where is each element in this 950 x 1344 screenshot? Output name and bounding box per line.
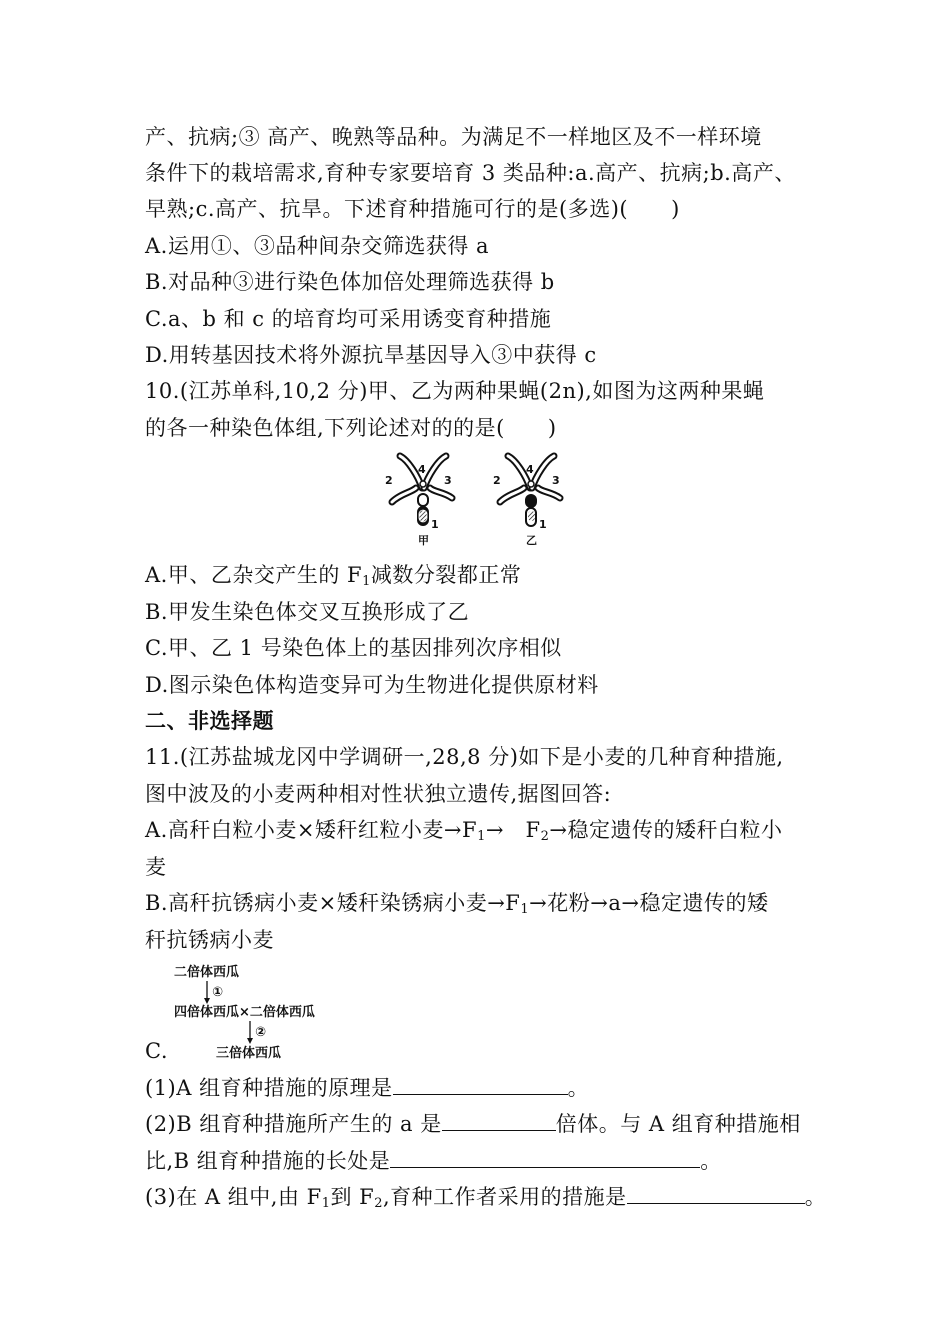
chromosome-label-2: 2 xyxy=(385,474,393,487)
method-b xyxy=(145,888,910,925)
text-segment: A.甲、乙杂交产生的 F xyxy=(145,563,363,587)
text-line: 的各一种染色体组,下列论述对的的是( ) xyxy=(145,416,557,440)
option-d: D.用转基因技术将外源抗旱基因导入③中获得 c xyxy=(145,343,597,367)
sub-question-1 xyxy=(145,1072,910,1103)
option-b: B.对品种③进行染色体加倍处理筛选获得 b xyxy=(145,270,555,294)
text-segment: B.高秆抗锈病小麦×矮秆染锈病小麦→F xyxy=(145,891,521,915)
text-segment: 倍体。与 A 组育种措施相 xyxy=(555,1112,801,1136)
text-segment: 到 F xyxy=(330,1185,375,1209)
text-line: 早熟;c.高产、抗旱。下述育种措施可行的是(多选)( ) xyxy=(145,197,680,221)
text-line: 图中波及的小麦两种相对性状独立遗传,据图回答: xyxy=(145,782,612,806)
subscript: 1 xyxy=(477,829,486,844)
option-a xyxy=(145,560,910,597)
chromosome-set-left xyxy=(385,456,452,547)
chromosome-label-1: 1 xyxy=(539,518,547,531)
answer-blank[interactable] xyxy=(442,1108,556,1131)
figure-caption-right: 乙 xyxy=(526,534,537,547)
answer-blank[interactable] xyxy=(627,1181,805,1204)
subscript: 1 xyxy=(362,574,371,589)
sub-question-3 xyxy=(145,1181,910,1219)
text-segment: (2)B 组育种措施所产生的 a 是 xyxy=(145,1112,442,1136)
text-segment: →花粉→a→稳定遗传的矮 xyxy=(529,891,769,915)
text-line xyxy=(145,1145,910,1176)
text-segment: 比,B 组育种措施的长处是 xyxy=(145,1149,391,1173)
option-c: C.甲、乙 1 号染色体上的基因排列次序相似 xyxy=(145,636,562,660)
chromosome-label-3: 3 xyxy=(444,474,452,487)
question-10: 10.(江苏单科,10,2 分)甲、乙为两种果蝇(2n),如图为这两种果蝇 xyxy=(145,379,765,403)
flow-step-2: 四倍体西瓜×二倍体西瓜 xyxy=(174,1005,315,1020)
answer-blank[interactable] xyxy=(390,1145,700,1168)
section-heading: 二、非选择题 xyxy=(145,709,274,733)
text-segment: A.高秆白粒小麦×矮秆红粒小麦→F xyxy=(145,818,478,842)
method-c-label: C. xyxy=(145,1039,168,1063)
text-segment: 减数分裂都正常 xyxy=(370,563,522,587)
chromosome-label-4: 4 xyxy=(418,463,426,476)
answer-blank[interactable] xyxy=(393,1072,568,1095)
subscript: 2 xyxy=(540,829,550,844)
text-line: 条件下的栽培需求,育种专家要培育 3 类品种:a.高产、抗病;b.高产、 xyxy=(145,161,796,185)
chromosome-figure xyxy=(378,448,578,548)
text-segment: 。 xyxy=(804,1185,827,1209)
text-segment: 。 xyxy=(567,1076,590,1100)
chromosome-label-3: 3 xyxy=(552,474,560,487)
flow-arrow-label-1: ① xyxy=(212,985,224,1000)
subscript: 1 xyxy=(321,1196,331,1211)
text-segment: →稳定遗传的矮秆白粒小 xyxy=(549,818,783,842)
sub-question-2 xyxy=(145,1108,910,1139)
figure-caption-left: 甲 xyxy=(418,534,429,547)
chromosome-label-4: 4 xyxy=(526,463,534,476)
text-segment: (1)A 组育种措施的原理是 xyxy=(145,1076,393,1100)
subscript: 2 xyxy=(374,1196,383,1211)
chromosome-set-right xyxy=(493,456,560,547)
flow-arrow-label-2: ② xyxy=(255,1025,267,1040)
option-d: D.图示染色体构造变异可为生物进化提供原材料 xyxy=(145,673,599,697)
chromosome-label-2: 2 xyxy=(493,474,501,487)
text-line: 产、抗病;③ 高产、晚熟等品种。为满足不一样地区及不一样环境 xyxy=(145,125,762,149)
chromosome-label-1: 1 xyxy=(431,518,439,531)
flow-step-1: 二倍体西瓜 xyxy=(174,965,240,980)
text-line: 秆抗锈病小麦 xyxy=(145,928,274,952)
subscript: 1 xyxy=(520,902,530,917)
text-segment: ,育种工作者采用的措施是 xyxy=(383,1185,627,1209)
flow-step-3: 三倍体西瓜 xyxy=(216,1046,282,1061)
text-line: 麦 xyxy=(145,855,167,879)
option-b: B.甲发生染色体交叉互换形成了乙 xyxy=(145,600,470,624)
method-a xyxy=(145,815,910,852)
text-segment: 。 xyxy=(700,1149,722,1173)
option-c: C.a、b 和 c 的培育均可采用诱变育种措施 xyxy=(145,307,552,331)
question-11: 11.(江苏盐城龙冈中学调研一,28,8 分)如下是小麦的几种育种措施, xyxy=(145,745,784,769)
text-segment: (3)在 A 组中,由 F xyxy=(145,1185,322,1209)
text-segment: → F xyxy=(485,818,541,842)
option-a: A.运用①、③品种间杂交筛选获得 a xyxy=(145,234,490,258)
